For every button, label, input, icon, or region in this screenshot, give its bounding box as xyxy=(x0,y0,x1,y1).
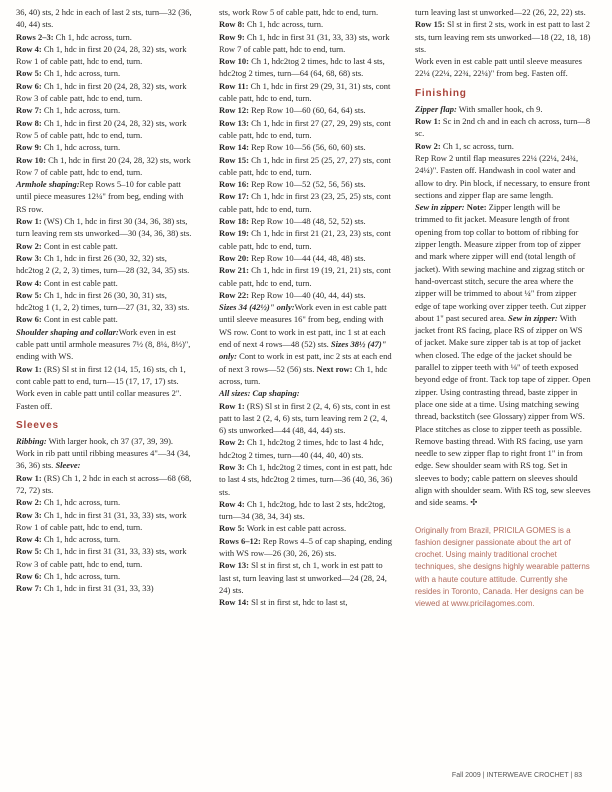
bold-label: Row 1: xyxy=(219,400,245,411)
paragraph xyxy=(219,436,395,461)
paragraph-text: Ch 1, hdc in first 20 (24, 28, 32) sts, work Row 1 of cable patt, hdc to end, turn. xyxy=(16,43,187,67)
paragraph xyxy=(16,545,192,570)
paragraph-text: Ch 1, hdc2tog 2 times, cont in est patt, hdc to last 4 sts, hdc2tog 2 times, turn—36 (40, 36, 36) sts. xyxy=(219,461,393,497)
paragraph-text: Ch 1, hdc across, turn. xyxy=(41,68,121,79)
paragraph xyxy=(415,201,591,508)
bold-label: Row 4: xyxy=(16,277,42,288)
page-footer: Fall 2009 | INTERWEAVE CROCHET | 83 xyxy=(451,772,582,779)
paragraph-text: Rep Row 10—48 (48, 52, 52) sts. xyxy=(248,216,366,227)
paragraph xyxy=(16,215,192,240)
bold-label: Row 2: xyxy=(415,140,441,151)
paragraph xyxy=(16,289,192,314)
paragraph xyxy=(219,55,395,80)
paragraph-text: Ch 1, hdc in first 19 (19, 21, 21) sts, cont cable patt, hdc to end, turn. xyxy=(219,265,391,288)
paragraph-text: Rep Row 2 until flap measures 22¼ (22¼, 24¾, 24¼)". Fasten off. Handwash in cool water and allow to dry. Pin block, if necessary, to ensure front sections and zipper flap are same length. xyxy=(415,152,590,200)
bold-label: Row 4: xyxy=(16,43,42,54)
bold-label: Row 11: xyxy=(219,80,249,91)
paragraph xyxy=(219,559,395,596)
paragraph xyxy=(16,435,192,472)
bold-label: Row 1: xyxy=(415,116,441,127)
paragraph xyxy=(415,152,591,201)
bold-label: Row 13: xyxy=(219,560,249,571)
paragraph xyxy=(16,43,192,68)
bold-label: Row 14: xyxy=(219,142,249,153)
paragraph-text: Ch 1, hdc2tog 2 times, hdc to last 4 sts, hdc2tog 2 times, turn—64 (64, 68, 68) sts. xyxy=(219,56,385,79)
bold-label: Rows 2–3: xyxy=(16,31,54,42)
paragraph xyxy=(219,387,395,399)
paragraph-text: Ch 1, hdc in first 27 (27, 29, 29) sts, cont cable patt, hdc to end, turn. xyxy=(219,117,391,140)
paragraph-text: Rep Row 10—44 (44, 48, 48) sts. xyxy=(248,252,366,263)
paragraph-text: Ch 1, hdc in first 25 (25, 27, 27) sts, cont cable patt, hdc to end, turn. xyxy=(219,154,391,177)
paragraph-text: Ch 1, hdc across, turn. xyxy=(41,497,121,508)
paragraph-text: sts, work Row 5 of cable patt, hdc to end, turn. xyxy=(219,7,379,17)
bold-label: Note: xyxy=(464,202,487,213)
bold-label: Row 6: xyxy=(16,80,42,91)
bold-label: Row 10: xyxy=(219,56,249,67)
paragraph-text: Ch 1, hdc across, turn. xyxy=(41,571,121,582)
paragraph xyxy=(16,533,192,545)
paragraph-text: Ch 1, hdc in first 23 (23, 25, 25) sts, cont cable patt, hdc to end, turn. xyxy=(219,191,391,214)
paragraph-text: With jacket front RS facing, place RS of zipper on WS of jacket. Make sure zipper tab is at top of jacket when closed. The edge of the jacket should be parallel to zipper teeth with ⅛" of teeth exposed beyond edge of front. Tack top tape of zipper. Open zipper. Using contrasting thread, baste zipper in place one side at a time. Using matching sewing thread, backstitch (see Glossary) zipper from WS. Place stitches as close to zipper teeth as possible. Remove basting thread. With RS facing, use yarn needle to sew zipper flap to right front 1" in from edge. Sew shoulder seam with RS tog. Set in sleeves to body; cable pattern on sleeves should align with shoulder seam. With RS tog, sew sleeves and side seams. ✣ xyxy=(415,312,591,508)
bold-label: Row 5: xyxy=(219,523,245,534)
paragraph-text: Sc in 2nd ch and in each ch across, turn—8 sc. xyxy=(415,116,591,139)
paragraph-text: Sl st in first st, hdc to last st, xyxy=(248,597,348,608)
paragraph-text: Rep Row 10—60 (60, 64, 64) sts. xyxy=(248,105,366,116)
paragraph xyxy=(219,104,395,116)
paragraph-text: Work even in est cable patt until sleeve measures 22¼ (22¼, 22¾, 22¼)" from beg. Fasten off. xyxy=(415,56,582,79)
paragraph xyxy=(219,215,395,227)
bold-label: Row 19: xyxy=(219,228,249,239)
paragraph-text: Ch 1, hdc in first 20 (24, 28, 32) sts, work Row 5 of cable patt, hdc to end, turn. xyxy=(16,117,187,140)
paragraph xyxy=(16,80,192,105)
bold-label: Row 2: xyxy=(219,437,245,448)
paragraph-text: Rep Row 10—52 (52, 56, 56) sts. xyxy=(248,179,366,190)
bold-label: Row 22: xyxy=(219,289,249,300)
paragraph-text: Ch 1, hdc in first 26 (30, 32, 32) sts, hdc2tog 2 (2, 2, 3) times, turn—28 (32, 34, 35) sts. xyxy=(16,252,190,276)
bold-label: Row 5: xyxy=(16,546,42,557)
paragraph-text: Ch 1, hdc in first 20 (24, 28, 32) sts, work Row 3 of cable patt, hdc to end, turn. xyxy=(16,80,187,104)
bold-label: Row 5: xyxy=(16,289,42,300)
designer-bio: Originally from Brazil, PRICILA GOMES is a fashion designer passionate about the art of crochet. Using mainly traditional crochet techniques, she designs highly wearable patterns with a haute couture attitude. Currently she resides in Toronto, Canada. Her designs can be viewed at www.pricilagomes.com. xyxy=(415,525,590,609)
bold-label: Row 13: xyxy=(219,117,249,128)
paragraph xyxy=(16,570,192,582)
paragraph xyxy=(16,387,192,412)
paragraph-text: Ch 1, hdc in first 31 (31, 33, 33) sts, work Row 1 of cable patt, hdc to end, turn. xyxy=(16,509,187,532)
section-heading: Finishing xyxy=(415,87,467,99)
paragraph xyxy=(415,6,591,18)
paragraph xyxy=(415,103,591,115)
paragraph xyxy=(219,264,395,289)
paragraph xyxy=(219,400,395,437)
paragraph xyxy=(16,154,192,179)
paragraph xyxy=(219,498,395,523)
bold-label: Row 17: xyxy=(219,191,249,202)
bold-label: Row 2: xyxy=(16,497,42,508)
paragraph xyxy=(219,154,395,179)
bold-label: Row 4: xyxy=(16,534,42,545)
paragraph-text: Ch 1, hdc across, turn. xyxy=(219,363,388,386)
paragraph xyxy=(16,6,192,31)
bold-label: Row 9: xyxy=(219,31,245,42)
bold-italic-label: Shoulder shaping and collar: xyxy=(16,326,119,337)
paragraph xyxy=(16,313,192,325)
paragraph xyxy=(16,31,192,43)
paragraph xyxy=(219,522,395,534)
paragraph-text: Work even in est cable patt until armhole measures 7½ (8, 8¼, 8½)", ending with WS. xyxy=(16,326,191,362)
paragraph-text: (RS) Sl st in first 12 (14, 15, 16) sts, ch 1, cont cable patt to end, turn—15 (17, 17, 17) sts. xyxy=(16,363,186,386)
bold-italic-label: All sizes: Cap shaping: xyxy=(219,388,300,399)
paragraph xyxy=(219,252,395,264)
bold-label: Row 4: xyxy=(219,498,245,509)
paragraph xyxy=(16,496,192,508)
bold-label: Row 5: xyxy=(16,68,42,79)
paragraph-text: (WS) Ch 1, hdc in first 30 (34, 36, 38) sts, turn leaving rem sts unworked—30 (34, 36, 38) sts. xyxy=(16,216,192,239)
bold-label: Row 14: xyxy=(219,597,249,608)
bold-italic-label: Sew in zipper: xyxy=(508,312,558,323)
bold-label: Row 7: xyxy=(16,105,42,116)
paragraph xyxy=(16,252,192,277)
bold-label: Row 3: xyxy=(16,509,42,520)
paragraph-text: (RS) Sl st in first 2 (2, 4, 6) sts, cont in est patt to last 2 (2, 4, 6) sts, turn leaving rem 2 (2, 4, 6) sts unworked—44 (48, 44, 44) sts. xyxy=(219,400,391,436)
paragraph-text: Rep Row 10—56 (56, 60, 60) sts. xyxy=(248,142,366,153)
paragraph xyxy=(16,178,192,215)
bold-label: Row 20: xyxy=(219,252,249,263)
paragraph-text: Sl st in first st, ch 1, work in est patt to last st, turn leaving last st unworked—24 (28, 24, 24) sts. xyxy=(219,560,387,595)
paragraph-text: Ch 1, hdc2tog, hdc to last 2 sts, hdc2tog, turn—34 (38, 34, 34) sts. xyxy=(219,498,386,522)
text-column-1 xyxy=(16,6,192,595)
bold-label: Row 8: xyxy=(219,19,245,30)
paragraph-text: Work even in cable patt until collar measures 2". Fasten off. xyxy=(16,388,182,411)
paragraph xyxy=(219,141,395,153)
bold-label: Next row: xyxy=(316,363,353,374)
paragraph xyxy=(16,104,192,116)
bold-label: Row 3: xyxy=(16,252,42,263)
bold-label: Row 1: xyxy=(16,216,42,227)
bold-label: Row 15: xyxy=(415,19,445,30)
bold-italic-label: Armhole shaping: xyxy=(16,179,80,190)
paragraph xyxy=(219,301,395,387)
bold-italic-label: Ribbing: xyxy=(16,435,47,446)
paragraph xyxy=(16,117,192,142)
paragraph-text: 36, 40) sts, 2 hdc in each of last 2 sts, turn—32 (36, 40, 44) sts. xyxy=(16,7,192,30)
bold-label: Row 3: xyxy=(219,461,245,472)
paragraph-text: Ch 1, hdc in first 20 (24, 28, 32) sts, work Row 7 of cable patt, hdc to end, turn. xyxy=(16,154,191,177)
bold-label: Row 18: xyxy=(219,216,249,227)
bold-label: Row 2: xyxy=(16,240,42,251)
paragraph xyxy=(219,596,395,608)
paragraph xyxy=(219,289,395,301)
paragraph-text: Cont in est cable patt. xyxy=(41,277,118,288)
paragraph xyxy=(16,582,192,594)
paragraph xyxy=(16,277,192,289)
text-column-2 xyxy=(219,6,395,609)
paragraph-text: Ch 1, hdc in first 31 (31, 33, 33) sts, work Row 7 of cable patt, hdc to end, turn. xyxy=(219,31,390,54)
paragraph xyxy=(16,326,192,363)
paragraph xyxy=(415,115,591,140)
paragraph xyxy=(219,117,395,142)
bold-label: Row 16: xyxy=(219,179,249,190)
bold-label: Row 8: xyxy=(16,117,42,128)
bold-label: Row 7: xyxy=(16,583,42,594)
paragraph-text: Cont in est cable patt. xyxy=(41,314,118,325)
paragraph xyxy=(16,67,192,79)
paragraph-text: Ch 1, hdc in first 29 (29, 31, 31) sts, cont cable patt, hdc to end, turn. xyxy=(219,80,391,104)
paragraph-text: Rep Row 10—40 (40, 44, 44) sts. xyxy=(248,289,366,300)
paragraph-text: Ch 1, hdc in first 21 (21, 23, 23) sts, cont cable patt, hdc to end, turn. xyxy=(219,228,391,251)
text-column-3 xyxy=(415,6,591,611)
bold-label: Row 15: xyxy=(219,154,249,165)
bold-label: Rows 6–12: xyxy=(219,535,261,546)
bold-italic-label: Sizes 34 (42½)" only: xyxy=(219,302,295,313)
paragraph xyxy=(16,363,192,388)
paragraph xyxy=(219,18,395,30)
paragraph-text: Rep Rows 4–5 of cap shaping, ending with WS row—26 (30, 26, 26) sts. xyxy=(219,535,393,559)
bold-italic-label: Sew in zipper: xyxy=(415,202,465,213)
paragraph-text: Cont in est cable patt. xyxy=(41,240,118,251)
paragraph-text: Ch 1, hdc across, turn. xyxy=(41,142,121,153)
paragraph-text: Ch 1, sc across, turn. xyxy=(440,140,514,151)
paragraph-text: Ch 1, hdc in first 31 (31, 33, 33) sts, work Row 3 of cable patt, hdc to end, turn. xyxy=(16,546,187,569)
paragraph xyxy=(415,18,591,55)
bold-label: Row 6: xyxy=(16,314,42,325)
paragraph xyxy=(16,141,192,153)
paragraph xyxy=(16,240,192,252)
paragraph-text: (RS) Ch 1, 2 hdc in each st across—68 (68, 72, 72) sts. xyxy=(16,472,192,495)
paragraph-text: Work even in est cable patt until sleeve measures 16" from beg, ending with WS row. xyxy=(219,302,387,337)
paragraph-text: Rep Rows 5–10 for cable patt until piece measures 12¼" from beg, ending with RS row. xyxy=(16,179,184,214)
paragraph xyxy=(219,80,395,105)
bold-italic-label: Sleeve: xyxy=(55,460,81,471)
paragraph-text: Ch 1, hdc across, turn. xyxy=(41,105,121,116)
paragraph-text: Work in est cable patt across. xyxy=(244,523,347,534)
paragraph xyxy=(415,55,591,80)
bold-label: Row 12: xyxy=(219,105,249,116)
paragraph xyxy=(219,227,395,252)
bold-italic-label: Sizes 38½ (47)" only: xyxy=(219,339,387,362)
paragraph-text: With smaller hook, ch 9. xyxy=(456,103,543,114)
paragraph-text: Ch 1, hdc across, turn. xyxy=(41,534,121,545)
bold-italic-label: Zipper flap: xyxy=(415,103,457,114)
paragraph-text: Ch 1, hdc across, turn. xyxy=(244,19,324,30)
paragraph-text: Ch 1, hdc across, turn. xyxy=(53,31,132,42)
paragraph-text: With larger hook, ch 37 (37, 39, 39). Work in rib patt until ribbing measures 4"—34 (34, 36, 36) sts. xyxy=(16,435,191,471)
bold-label: Row 1: xyxy=(16,363,42,374)
paragraph xyxy=(219,461,395,498)
paragraph xyxy=(16,509,192,534)
paragraph-text: turn leaving last st unworked—22 (26, 22, 22) sts. xyxy=(415,7,586,17)
paragraph xyxy=(16,472,192,497)
paragraph-text: Cont to work in est patt, inc 1 st at each end of next 4 rows—48 (52) sts. xyxy=(219,326,386,350)
paragraph-text: Ch 1, hdc2tog 2 times, hdc to last 4 hdc, hdc2tog 2 times, turn—40 (44, 40, 40) sts. xyxy=(219,437,384,460)
paragraph xyxy=(415,140,591,152)
paragraph xyxy=(219,190,395,215)
section-heading: Sleeves xyxy=(16,419,59,431)
paragraph-text: Sl st in first 2 sts, work in est patt to last 2 sts, turn leaving rem sts unworked—18 (22, 18, 18) sts. xyxy=(415,19,591,54)
bold-label: Row 10: xyxy=(16,154,46,165)
bold-label: Row 1: xyxy=(16,472,42,483)
paragraph xyxy=(219,178,395,190)
paragraph-text: Cont to work in est patt, inc 2 sts at each end of next 3 rows—52 (56) sts. xyxy=(219,351,392,374)
paragraph-text: Ch 1, hdc in first 26 (30, 30, 31) sts, hdc2tog 1 (1, 2, 2) times, turn—27 (31, 32, 33) sts. xyxy=(16,289,190,313)
bold-label: Row 9: xyxy=(16,142,42,153)
paragraph xyxy=(219,31,395,56)
paragraph xyxy=(219,6,395,18)
paragraph-text: Ch 1, hdc in first 31 (31, 33, 33) xyxy=(41,583,154,594)
bold-label: Row 21: xyxy=(219,265,249,276)
paragraph-text: Zipper length will be trimmed to fit jacket. Measure length of front opening from top collar to bottom of ribbing for zipper length. Measure zipper from top of zipper and mark where zipper will end (total length of jacket). With sewing machine and zigzag stitch or hand-overcast stitch, secure the area where the zipper will be trimmed to about ¼" from zipper edge of tape working over zipper teeth. Cut zipper about 1" past secured area. xyxy=(415,202,587,323)
paragraph xyxy=(219,535,395,560)
bold-label: Row 6: xyxy=(16,571,42,582)
